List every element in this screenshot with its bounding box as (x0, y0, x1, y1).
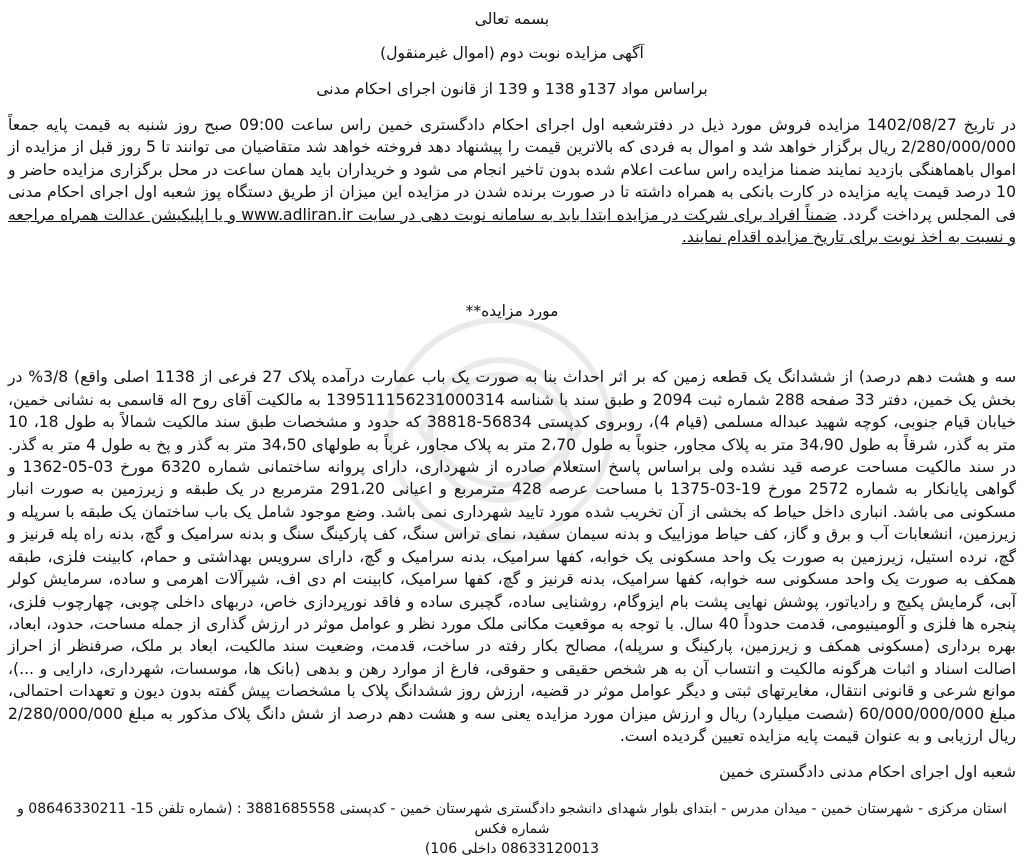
office-address (8, 799, 1016, 859)
auction-subject-heading: مورد مزایده** (465, 302, 559, 321)
notice-title: آگهی مزایده نوبت دوم (اموال غیرمنقول) (380, 44, 644, 62)
registration-text-end: و یا اپلیکیشن عدالت همراه مراجعه و نسبت به اخذ نوبت برای تاریخ مزایده اقدام نمایند. (8, 205, 1016, 247)
adliran-url-link[interactable]: www.adliran.ir (241, 205, 353, 224)
issuing-office-signature: شعبه اول اجرای احکام مدنی دادگستری خمین (719, 763, 1016, 782)
legal-basis: براساس مواد 137و 138 و 139 از قانون اجرای احکام مدنی (316, 80, 708, 98)
registration-text-start: ضمناً افراد برای شرکت در مزایده ابتدا باید به سامانه نوبت دهی در سایت (352, 205, 837, 224)
invocation: بسمه تعالی (474, 10, 550, 28)
auction-terms-text: در تاریخ 1402/08/27 مزایده فروش مورد ذیل در دفترشعبه اول اجرای احکام دادگستری خمین راس ساعت 09:00 صبح روز شنبه به قیمت پایه جمعاً 2/280/000/000 ریال برگزار خواهد شد و اموال به فردی که بالاترین قیمت را پیشنهاد دهد فروخته خواهد شد متقاضیان می توانند تا 5 روز قبل از مزایده از اموال باهماهنگی بازدید نمایند ضمنا مزایده راس ساعت اعلام شده بدون تاخیر انجام می شود و خریداران باید همان ساعت در محل برگزاری مزایده حاضر و 10 درصد قیمت پایه مزایده در کارت بانکی به همراه داشته تا در صورت برنده شدن در مزایده این میزان از طریق دستگاه پوز شعبه اول اجرای احکام مدنی فی المجلس پرداخت گردد. (8, 116, 1017, 224)
address-line-2: 08633120013 داخلی 106) (424, 840, 600, 857)
auction-terms-paragraph (8, 114, 1016, 248)
property-description: سه و هشت دهم درصد) از ششدانگ یک قطعه زمین که بر اثر احداث بنا به صورت یک باب عمارت درآمده پلاک 27 فرعی از 1138 اصلی واقع) 3/8% در بخش یک خمین، دفتر 33 صفحه 288 شماره ثبت 2094 و طبق سند با شناسه 139511156231000314 به مالکیت آقای روح اله قاسمی به نشانی خمین، خیابان قیام جنوبی، کوچه شهید عبداله مسلمی (قیام 4)، روبروی کدپستی 56834-38818 که حدود و مشخصات طبق سند مالکیت شمالاً به طول 18، 10 متر به گذر، شرقاً به طول 34،90 متر به پلاک مجاور، جنوباً به طول 2،70 متر به پلاک مجاور، غرباً به طولهای 34،50 متر به گذر و پخ به طول 4 متر به گذر. در سند مالکیت مساحت عرصه قید نشده ولی براساس پاسخ استعلام صادره از شهرداری، دارای پروانه ساختمانی شماره 6320 مورخ 03-05-1362 و گواهی پایانکار به شماره 2572 مورخ 19-03-1375 با مساحت عرصه 428 مترمربع و اعیانی 291،20 مترمربع در یک طبقه و زیرزمین به صورت انبار مسکونی می باشد. انباری داخل حیاط که بخشی از آن تخریب شده مورد تایید شهرداری نمی باشد. وضع موجود شامل یک باب ساختمان یک طبقه با سرپله و زیرزمین، انشعابات آب و برق و گاز، کف حیاط موزاییک و بدنه سیمان سفید، نمای تراس سنگ، کف پارکینگ سنگ و بدنه سرامیک و گچ، بدنه راه پله قرنیز و گچ، نرده استیل، زیرزمین به صورت یک واحد مسکونی یک خوابه، کفها سرامیک، بدنه سرامیک و گچ، دارای سرویس بهداشتی و حمام، کابینت فلزی، طبقه همکف به صورت یک واحد مسکونی سه خوابه، کفها سرامیک، بدنه قرنیز و گچ، کفها سرامیک، کابینت ام دی اف، شیرآلات اهرمی و ساده، سرمایش کولر آبی، گرمایش پکیج و رادیاتور، پوشش نهایی پشت بام ایزوگام، روشنایی ساده، گچبری ساده و فاقد نورپردازی خاص، دربهای داخلی چوبی، چهارچوب فلزی، پنجره ها فلزی و آلومینیومی، قدمت حدوداً 40 سال. با توجه به موقعیت مکانی ملک مورد نظر و عوامل موثر در ارزش گذاری از جمله مساحت، حدود، ابعاد، بهره برداری (مسکونی همکف و زیرزمین، پارکینگ و سرپله)، مصالح بکار رفته در ساخت، قدمت، وضعیت سند مالکیت، ابعاد بر ملک، صرفنظر از احراز اصالت اسناد و اثبات هرگونه مالکیت و انتساب آن به هر شخص حقیقی و حقوقی، فارغ از موارد رهن و بدهی (بانک ها، موسسات، شهرداری، دارایی و ...)، موانع شرعی و قانونی انتقال، مغایرتهای ثبتی و دیگر عوامل موثر در قضیه، ارزش روز ششدانگ پلاک با مشخصات پیش گفته بدون دیون و تعهدات احتمالی، مبلغ 60/000/000/000 (شصت میلیارد) ریال و ارزش میزان مورد مزایده یعنی سه و هشت دهم درصد از شش دانگ پلاک مذکور به مبلغ 2/280/000/000 ریال ارزیابی و به عنوان قیمت پایه مزایده تعیین گردیده است. (8, 368, 1017, 745)
address-line-1: استان مرکزی - شهرستان خمین - میدان مدرس - ابتدای بلوار شهدای دانشجو دادگستری شهرستان خمین - کدپستی 3881685558 : (شماره تلفن 15- 08646330211 و شماره فکس (17, 800, 1007, 837)
